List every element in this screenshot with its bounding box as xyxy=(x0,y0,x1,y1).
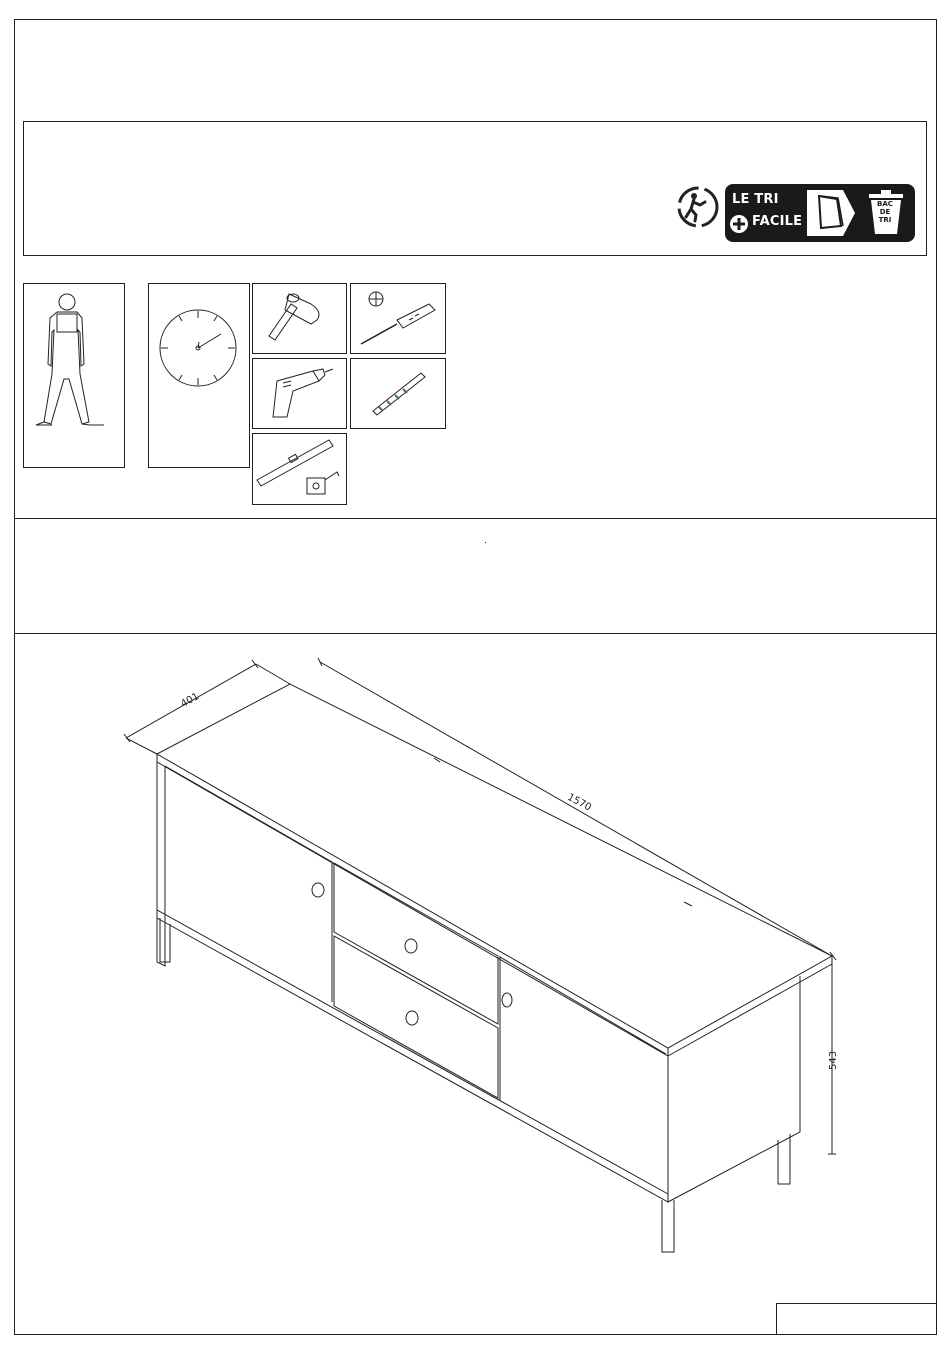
furniture-drawing xyxy=(0,634,950,1354)
tv-bench-top xyxy=(157,684,832,1048)
hammer-box xyxy=(252,283,347,354)
triman-icon xyxy=(676,185,720,229)
screwdriver-icon xyxy=(351,284,445,353)
drill-icon xyxy=(253,359,346,428)
level-box xyxy=(252,433,347,505)
section-divider xyxy=(14,518,937,519)
dot-mark xyxy=(485,542,486,543)
clock-icon xyxy=(149,284,249,467)
bottom-drawer xyxy=(334,936,498,1098)
drill-bit-box xyxy=(350,358,446,429)
persons-box xyxy=(23,283,125,468)
letri-line1: LE TRI xyxy=(732,192,779,207)
person-icon xyxy=(24,284,124,467)
level-tape-icon xyxy=(253,434,346,504)
dimension-height: 543 xyxy=(828,1050,839,1070)
screwdriver-box xyxy=(350,283,446,354)
drill-bit-icon xyxy=(351,359,445,428)
drill-box xyxy=(252,358,347,429)
dimension-depth: 401 xyxy=(179,691,202,711)
bin-label: BAC DE TRI xyxy=(877,200,893,224)
dimension-width: 1570 xyxy=(565,791,593,814)
hammer-icon xyxy=(253,284,346,353)
time-box xyxy=(148,283,250,468)
page-number-box xyxy=(776,1303,937,1335)
letri-line2: FACILE xyxy=(752,214,803,229)
